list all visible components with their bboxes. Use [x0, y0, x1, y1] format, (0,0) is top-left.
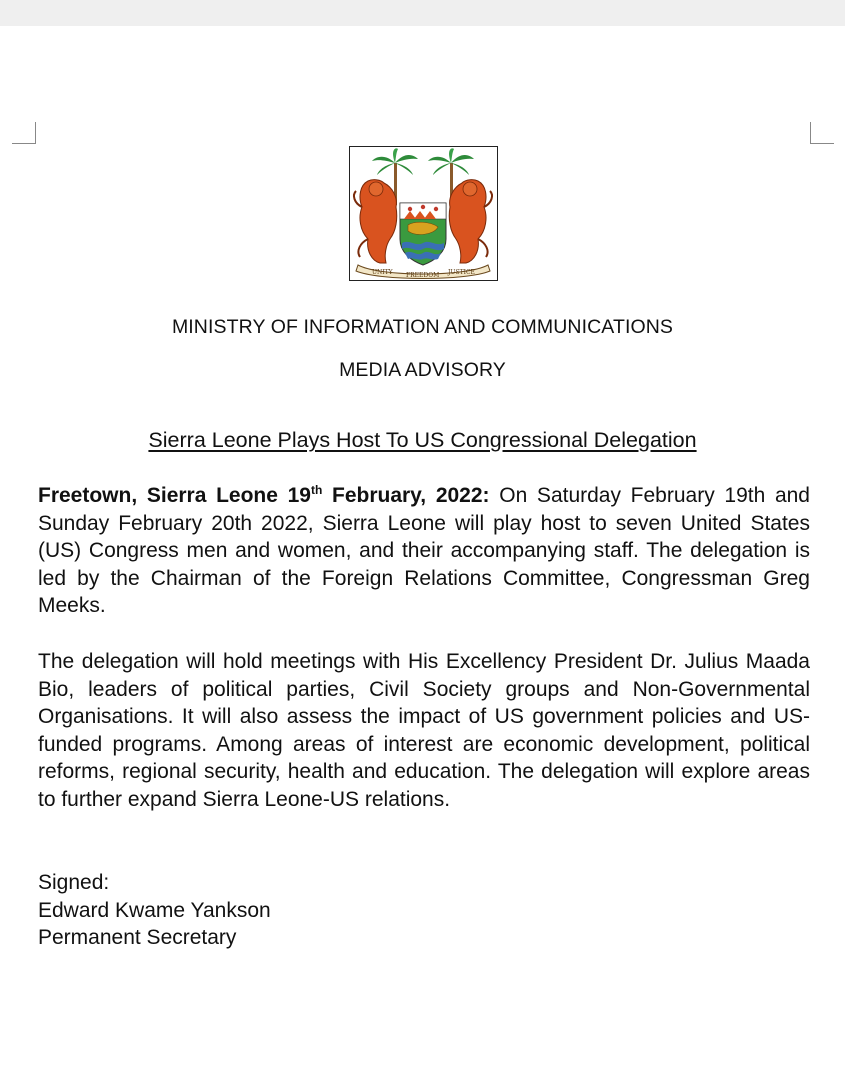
paragraph-1	[38, 482, 810, 620]
paragraph-2: The delegation will hold meetings with His Excellency President Dr. Julius Maada Bio, leaders of political parties, Civil Society groups and Non-Governmental Organisations. It will also assess the impact of US government policies and US-funded programs. Among areas of interest are economic development, political reforms, regional security, health and education. The delegation will explore areas to further expand Sierra Leone-US relations.	[38, 650, 810, 811]
central-shield	[400, 203, 446, 265]
dateline-rest: February, 2022:	[322, 484, 490, 507]
coat-of-arms-emblem	[349, 146, 498, 281]
signatory-role: Permanent Secretary	[38, 926, 237, 949]
signatory-name: Edward Kwame Yankson	[38, 898, 271, 922]
signed-label: Signed:	[38, 871, 110, 894]
left-lion	[354, 180, 397, 263]
motto-right: JUSTICE	[448, 269, 475, 276]
right-lion	[449, 180, 492, 263]
dateline	[38, 484, 490, 507]
coat-of-arms-icon	[350, 147, 496, 279]
document-title: Sierra Leone Plays Host To US Congressional Delegation	[148, 428, 697, 452]
media-advisory-heading: MEDIA ADVISORY	[339, 359, 506, 381]
dateline-text: Freetown, Sierra Leone 19	[38, 484, 311, 507]
dateline-superscript: th	[310, 483, 323, 497]
document-page	[0, 26, 845, 1080]
ministry-heading: MINISTRY OF INFORMATION AND COMMUNICATIONS	[171, 316, 674, 338]
margin-corner-mark-left	[12, 122, 36, 144]
top-toolbar-strip	[0, 0, 845, 26]
signature-block	[38, 869, 271, 952]
motto-center: FREEDOM	[406, 272, 440, 279]
margin-corner-mark-right	[810, 122, 834, 144]
paragraph-1-body: On Saturday February 19th and Sunday February 20th 2022, Sierra Leone will play host to seven United States (US) Congress men and women, and their accompanying staff. The delegation is led by the Chairman of the Foreign Relations Committee, Congressman Greg Meeks.	[38, 484, 810, 618]
motto-scroll	[356, 265, 490, 279]
motto-left: UNITY	[372, 269, 393, 276]
